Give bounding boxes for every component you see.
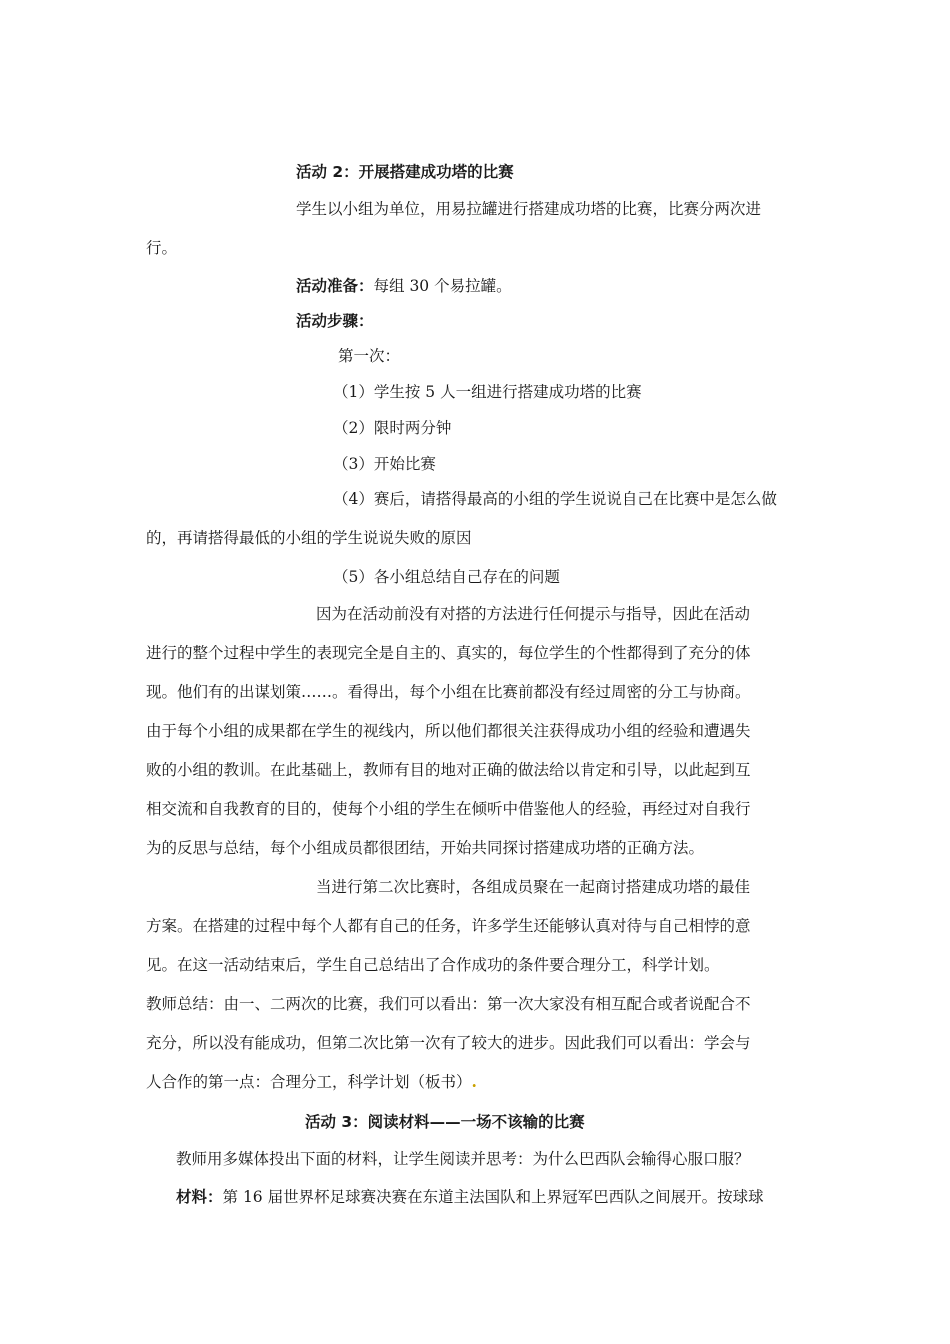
step-2: （2）限时两分钟 [333,419,452,437]
prep-text: 每组 30 个易拉罐。 [373,277,512,295]
para1-line: 由于每个小组的成果都在学生的视线内，所以他们都很关注获得成功小组的经验和遭遇失 [146,722,751,740]
step-3: （3）开始比赛 [333,455,436,473]
material-line [176,1187,764,1207]
para1-line: 进行的整个过程中学生的表现完全是自主的、真实的，每位学生的个性都得到了充分的体 [146,644,751,662]
prep-label: 活动准备： [296,277,374,295]
para2-line: 当进行第二次比赛时，各组成员聚在一起商讨搭建成功塔的最佳 [316,878,751,896]
summary-line-last [146,1072,477,1092]
activity2-intro-line2: 行。 [146,239,178,257]
para1-line: 为的反思与总结，每个小组成员都很团结，开始共同探讨搭建成功塔的正确方法。 [146,839,705,857]
para1-line: 败的小组的教训。在此基础上，教师有目的地对正确的做法给以肯定和引导，以此起到互 [146,761,751,779]
first-round-label: 第一次： [338,347,401,365]
activity2-heading: 活动 2：开展搭建成功塔的比赛 [296,163,514,181]
step-5: （5）各小组总结自己存在的问题 [333,568,560,586]
step-4-line1: （4）赛后，请搭得最高的小组的学生说说自己在比赛中是怎么做 [333,490,777,508]
para1-line: 现。他们有的出谋划策……。看得出，每个小组在比赛前都没有经过周密的分工与协商。 [146,683,751,701]
para2-line: 见。在这一活动结束后，学生自己总结出了合作成功的条件要合理分工，科学计划。 [146,956,720,974]
material-label: 材料： [176,1188,223,1206]
activity-prep-line [296,276,512,296]
activity3-heading: 活动 3：阅读材料——一场不该输的比赛 [305,1113,585,1131]
step-1: （1）学生按 5 人一组进行搭建成功塔的比赛 [333,383,642,401]
steps-label: 活动步骤： [296,312,374,330]
summary-end-mark: . [471,1072,477,1091]
step-4-line2: 的，再请搭得最低的小组的学生说说失败的原因 [146,529,472,547]
activity3-intro: 教师用多媒体投出下面的材料，让学生阅读并思考：为什么巴西队会输得心服口服？ [176,1150,750,1168]
summary-line: 教师总结：由一、二两次的比赛，我们可以看出：第一次大家没有相互配合或者说配合不 [146,995,751,1013]
summary-text: 人合作的第一点：合理分工，科学计划（板书） [146,1073,472,1091]
para2-line: 方案。在搭建的过程中每个人都有自己的任务，许多学生还能够认真对待与自己相悖的意 [146,917,751,935]
para1-line: 因为在活动前没有对搭的方法进行任何提示与指导，因此在活动 [316,605,751,623]
summary-line: 充分，所以没有能成功，但第二次比第一次有了较大的进步。因此我们可以看出：学会与 [146,1034,751,1052]
activity2-intro-line1: 学生以小组为单位，用易拉罐进行搭建成功塔的比赛，比赛分两次进 [296,200,762,218]
material-text: 第 16 届世界杯足球赛决赛在东道主法国队和上界冠军巴西队之间展开。按球球 [222,1188,764,1206]
para1-line: 相交流和自我教育的目的，使每个小组的学生在倾听中借鉴他人的经验，再经过对自我行 [146,800,751,818]
